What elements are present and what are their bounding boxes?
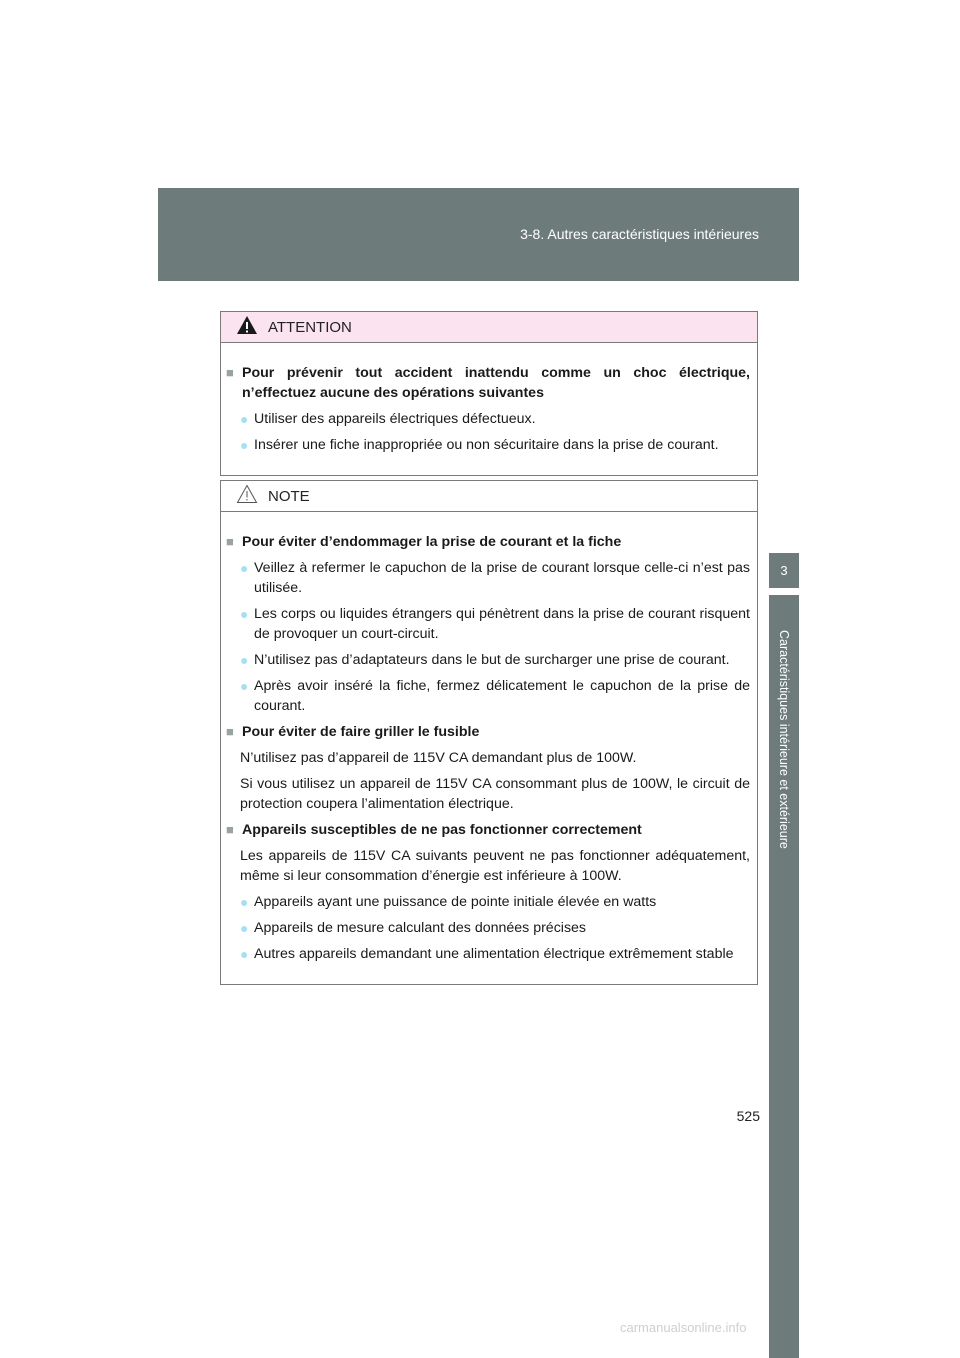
square-bullet-icon: ■ xyxy=(226,724,234,739)
circle-bullet-icon: ● xyxy=(240,560,249,576)
list-item: ● Autres appareils demandant une alimentation électrique extrêmement stable xyxy=(240,946,734,962)
attention-label: ATTENTION xyxy=(268,318,352,336)
paragraph: Les appareils de 115V CA suivants peuvent ne pas fonctionner adéquatement, même si leur consommation d’énergie est inférieure à 100W. xyxy=(240,848,750,884)
square-bullet-icon: ■ xyxy=(226,534,234,549)
circle-bullet-icon: ● xyxy=(240,920,249,936)
section-title: 3-8. Autres caractéristiques intérieures xyxy=(520,226,759,242)
circle-bullet-icon: ● xyxy=(240,946,249,962)
header-band xyxy=(158,188,799,281)
note-section-title: ■ Appareils susceptibles de ne pas fonctionner correctement xyxy=(226,822,642,838)
watermark: carmanualsonline.info xyxy=(620,1320,747,1335)
note-section-title: ■ Pour éviter d’endommager la prise de courant et la fiche xyxy=(226,534,622,550)
square-bullet-icon: ■ xyxy=(226,365,234,380)
list-item: ● Insérer une fiche inappropriée ou non sécuritaire dans la prise de courant. xyxy=(240,437,719,453)
circle-bullet-icon: ● xyxy=(240,894,249,910)
chapter-tab-number: 3 xyxy=(769,553,799,588)
chapter-tab-title: Caractéristiques intérieure et extérieure xyxy=(777,630,791,849)
attention-box xyxy=(220,311,758,476)
list-item: ● Utiliser des appareils électriques défectueux. xyxy=(240,411,536,427)
note-box xyxy=(220,480,758,985)
circle-bullet-icon: ● xyxy=(240,606,249,622)
circle-bullet-icon: ● xyxy=(240,652,249,668)
warning-triangle-outline-icon xyxy=(236,484,258,508)
note-section-title: ■ Pour éviter de faire griller le fusible xyxy=(226,724,480,740)
list-item: ● Appareils ayant une puissance de pointe initiale élevée en watts xyxy=(240,894,657,910)
list-item: ● N’utilisez pas d’adaptateurs dans le but de surcharger une prise de courant. xyxy=(240,652,730,668)
list-item: ● Appareils de mesure calculant des données précises xyxy=(240,920,587,936)
circle-bullet-icon: ● xyxy=(240,678,249,694)
attention-header xyxy=(221,312,757,343)
circle-bullet-icon: ● xyxy=(240,411,249,427)
page-number: 525 xyxy=(736,1108,760,1124)
circle-bullet-icon: ● xyxy=(240,437,249,453)
list-item: ● Les corps ou liquides étrangers qui pénètrent dans la prise de courant risquent de provoquer un court-circuit. xyxy=(240,606,750,642)
square-bullet-icon: ■ xyxy=(226,822,234,837)
list-item: ● Veillez à refermer le capuchon de la prise de courant lorsque celle-ci n’est pas utilisée. xyxy=(240,560,750,596)
note-label: NOTE xyxy=(268,487,310,505)
paragraph: N’utilisez pas d’appareil de 115V CA demandant plus de 100W. xyxy=(240,750,637,766)
paragraph: Si vous utilisez un appareil de 115V CA consommant plus de 100W, le circuit de protection coupera l’alimentation électrique. xyxy=(240,776,750,812)
list-item: ● Après avoir inséré la fiche, fermez délicatement le capuchon de la prise de courant. xyxy=(240,678,750,714)
warning-triangle-filled-icon xyxy=(236,315,258,339)
note-header xyxy=(221,481,757,512)
attention-section-title: ■ Pour prévenir tout accident inattendu comme un choc électrique, n’effectuez aucune des opérations suivantes xyxy=(226,365,750,401)
